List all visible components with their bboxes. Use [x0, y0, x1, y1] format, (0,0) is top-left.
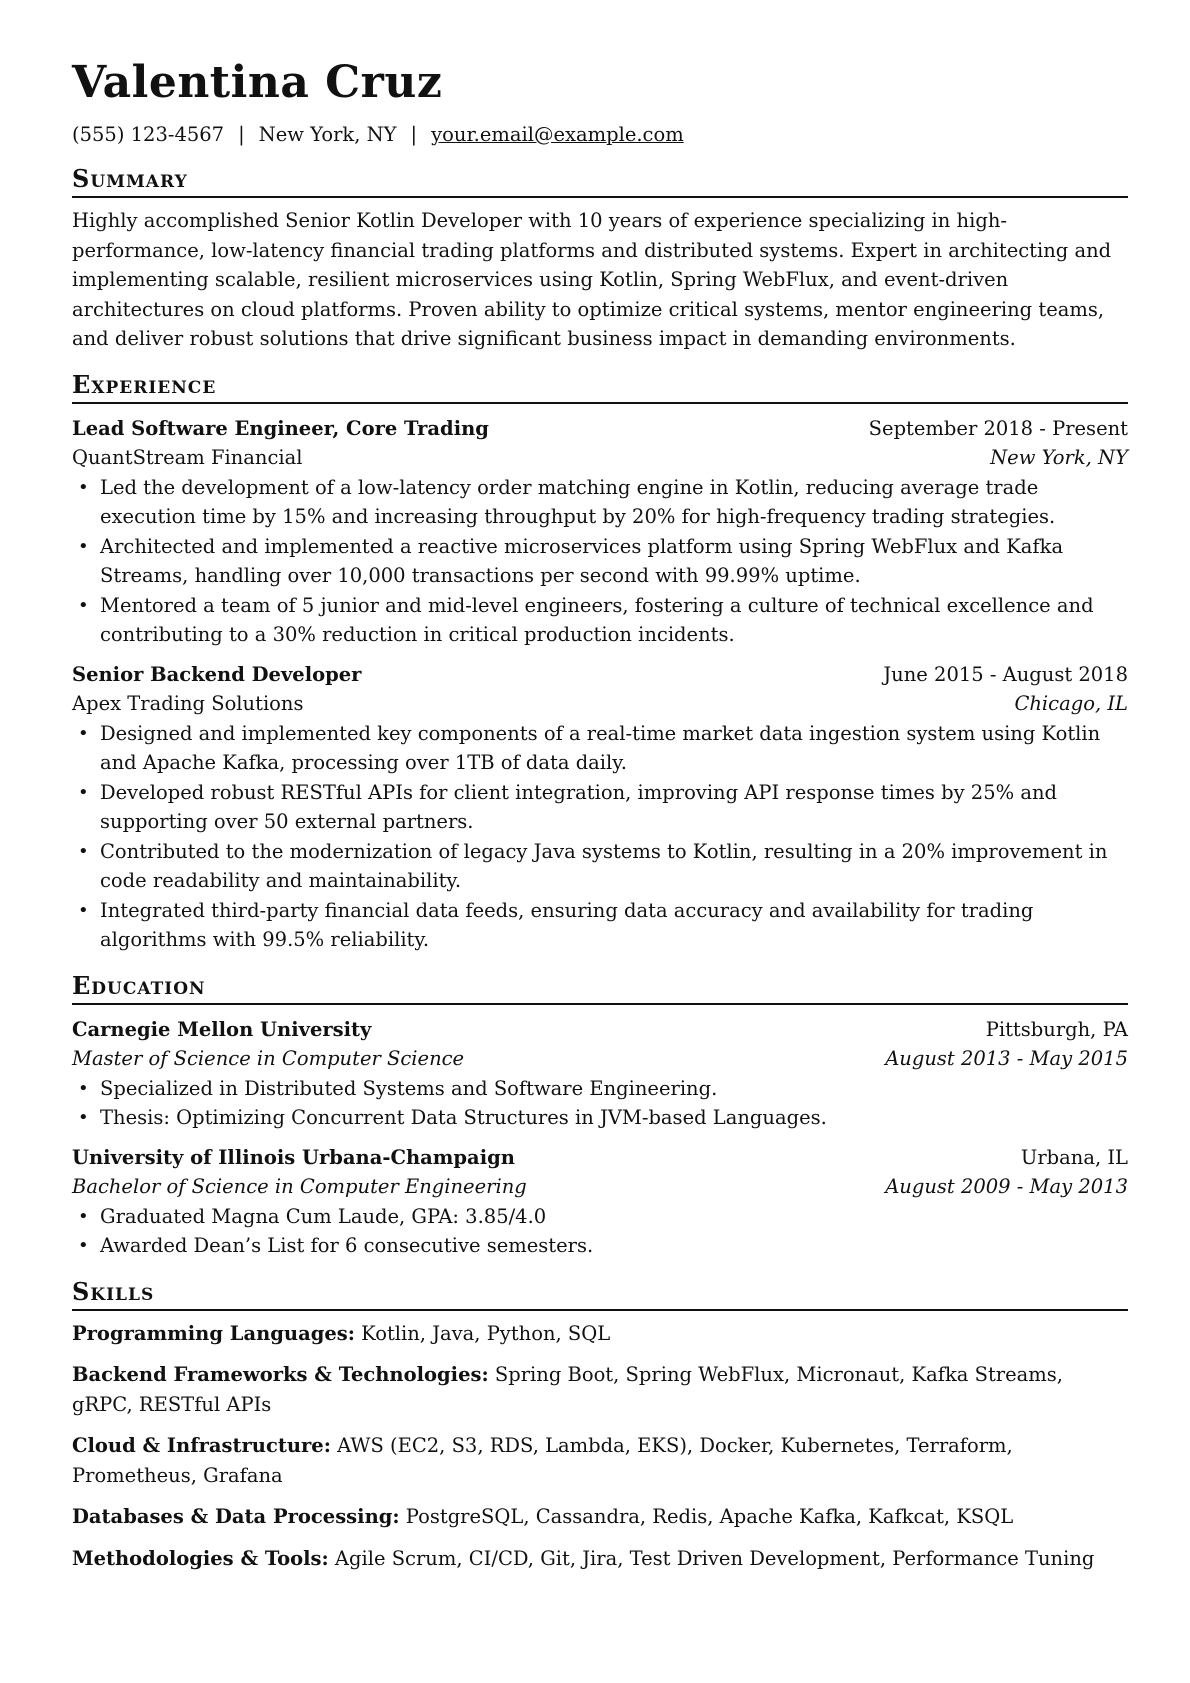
job-dates: June 2015 - August 2018 — [883, 662, 1128, 686]
section-title-experience: Experience — [72, 370, 1128, 404]
school-location: Pittsburgh, PA — [985, 1017, 1128, 1041]
location-text: New York, NY — [258, 123, 397, 146]
education-section — [72, 971, 1128, 1261]
school-name: University of Illinois Urbana-Champaign — [72, 1145, 515, 1169]
list-item: • Architected and implemented a reactive microservices platform using Spring WebFlux and Kafka Streams, handling over 10,000 transactions per second with 99.99% uptime. — [72, 532, 1128, 591]
skill-line — [72, 1431, 1128, 1490]
job-company: QuantStream Financial — [72, 446, 303, 469]
separator: | — [410, 123, 418, 146]
school-degree: Bachelor of Science in Computer Engineering — [72, 1175, 527, 1198]
skill-line — [72, 1502, 1128, 1532]
section-title-education: Education — [72, 971, 1128, 1005]
job-location: New York, NY — [990, 446, 1128, 469]
skills-section — [72, 1277, 1128, 1574]
school-entry — [72, 1143, 1128, 1261]
list-item: • Graduated Magna Cum Laude, GPA: 3.85/4.0 — [72, 1202, 1128, 1232]
contact-line — [72, 122, 1128, 148]
skill-line — [72, 1319, 1128, 1349]
summary-section — [72, 164, 1128, 354]
list-item: • Thesis: Optimizing Concurrent Data Structures in JVM-based Languages. — [72, 1103, 1128, 1133]
school-dates: August 2013 - May 2015 — [885, 1047, 1128, 1070]
skill-value: PostgreSQL, Cassandra, Redis, Apache Kafka, Kafkcat, KSQL — [405, 1505, 1014, 1528]
list-item: • Integrated third-party financial data feeds, ensuring data accuracy and availability for trading algorithms with 99.5% reliability. — [72, 896, 1128, 955]
list-item: • Led the development of a low-latency order matching engine in Kotlin, reducing average trade execution time by 15% and increasing throughput by 20% for high-frequency trading strategies. — [72, 473, 1128, 532]
job-dates: September 2018 - Present — [868, 416, 1128, 440]
skill-label: Cloud & Infrastructure: — [72, 1434, 331, 1457]
skill-value: Spring Boot, Spring WebFlux, Micronaut, Kafka Streams, gRPC, RESTful APIs — [72, 1363, 1063, 1416]
job-role: Lead Software Engineer, Core Trading — [72, 416, 489, 440]
job-location: Chicago, IL — [1014, 692, 1128, 715]
school-name: Carnegie Mellon University — [72, 1017, 372, 1041]
skill-line — [72, 1544, 1128, 1574]
job-entry — [72, 414, 1128, 650]
list-item: • Developed robust RESTful APIs for client integration, improving API response times by 25% and supporting over 50 external partners. — [72, 778, 1128, 837]
list-item: • Designed and implemented key components of a real-time market data ingestion system using Kotlin and Apache Kafka, processing over 1TB of data daily. — [72, 719, 1128, 778]
experience-section — [72, 370, 1128, 955]
school-location: Urbana, IL — [1020, 1145, 1128, 1169]
resume-page — [72, 56, 1128, 1573]
phone-text: (555) 123-4567 — [72, 123, 225, 146]
skill-label: Programming Languages: — [72, 1321, 355, 1345]
job-company: Apex Trading Solutions — [72, 692, 304, 715]
summary-text: Highly accomplished Senior Kotlin Developer with 10 years of experience specializing in high-performance, low-latency financial trading platforms and distributed systems. Expert in architecting and implementing scalable, resilient microservices using Kotlin, Spring WebFlux, and event-driven architectures on cloud platforms. Proven ability to optimize critical systems, mentor engineering teams, and deliver robust solutions that drive significant business impact in demanding environments. — [72, 209, 1112, 350]
school-dates: August 2009 - May 2013 — [885, 1175, 1128, 1198]
skill-label: Backend Frameworks & Technologies: — [72, 1363, 489, 1386]
skill-value: Kotlin, Java, Python, SQL — [361, 1321, 611, 1345]
skill-label: Methodologies & Tools: — [72, 1546, 329, 1570]
section-title-skills: Skills — [72, 1277, 1128, 1311]
list-item: • Mentored a team of 5 junior and mid-level engineers, fostering a culture of technical excellence and contributing to a 30% reduction in critical production incidents. — [72, 591, 1128, 650]
list-item: • Specialized in Distributed Systems and Software Engineering. — [72, 1074, 1128, 1104]
job-bullets — [72, 719, 1128, 955]
skill-value: AWS (EC2, S3, RDS, Lambda, EKS), Docker, Kubernetes, Terraform, Prometheus, Grafana — [72, 1434, 1013, 1487]
skill-value: Agile Scrum, CI/CD, Git, Jira, Test Driven Development, Performance Tuning — [334, 1546, 1095, 1570]
list-item: • Contributed to the modernization of legacy Java systems to Kotlin, resulting in a 20% improvement in code readability and maintainability. — [72, 837, 1128, 896]
skill-line — [72, 1360, 1128, 1419]
separator: | — [238, 123, 245, 146]
skill-label: Databases & Data Processing: — [72, 1505, 400, 1528]
job-entry — [72, 660, 1128, 955]
school-degree: Master of Science in Computer Science — [72, 1047, 465, 1070]
job-role: Senior Backend Developer — [72, 662, 362, 686]
candidate-name: Valentina Cruz — [72, 57, 443, 108]
section-title-summary: Summary — [72, 164, 1128, 198]
job-bullets — [72, 473, 1128, 650]
school-bullets — [72, 1074, 1128, 1133]
school-entry — [72, 1015, 1128, 1133]
list-item: • Awarded Dean’s List for 6 consecutive semesters. — [72, 1231, 1128, 1261]
school-bullets — [72, 1202, 1128, 1261]
email-link[interactable]: your.email@example.com — [431, 123, 684, 146]
